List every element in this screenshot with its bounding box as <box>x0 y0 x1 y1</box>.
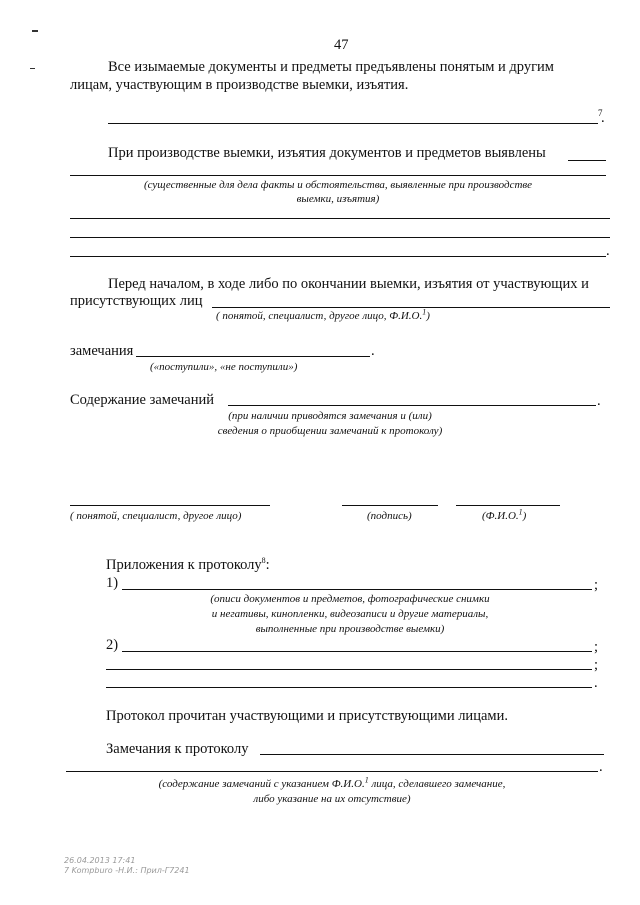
print-stamp-path: 7 Kompburo -Н.И.: Прил-Г7241 <box>64 866 190 875</box>
signature-role-line[interactable] <box>70 505 270 506</box>
scan-mark <box>30 68 35 69</box>
fill-line[interactable] <box>568 160 606 161</box>
fill-line[interactable] <box>122 651 592 652</box>
note-attachments-line1: (описи документов и предметов, фотографические снимки <box>210 593 490 605</box>
para3-line1: Перед началом, в ходе либо по окончании выемки, изъятия от участвующих и <box>108 276 589 292</box>
semicolon: ; <box>594 639 599 655</box>
period: . <box>597 393 601 409</box>
fill-line[interactable] <box>136 356 370 357</box>
footnote-ref: 7 <box>598 108 603 118</box>
print-stamp-date: 26.04.2013 17:41 <box>64 856 136 865</box>
fill-line[interactable] <box>66 771 598 772</box>
fill-line[interactable] <box>212 307 610 308</box>
note-attachments-line2: и негативы, кинопленки, видеозаписи и другие материалы, <box>211 608 489 620</box>
period: . <box>601 110 605 126</box>
note-attachments-line3: выполненные при производстве выемки) <box>255 623 445 635</box>
para3-line2: присутствующих лиц <box>70 293 203 309</box>
fill-line[interactable] <box>108 123 598 124</box>
period: . <box>594 675 598 691</box>
note-persons: ( понятой, специалист, другое лицо, Ф.И.О.$^1$) <box>216 307 430 322</box>
remarks-label: замечания <box>70 343 134 359</box>
note-protocol-remarks-line1: (содержание замечаний с указанием Ф.И.О.$^1$ лица, сделавшего замечание, <box>158 775 506 790</box>
attachment-item-1: 1) <box>106 575 119 591</box>
fill-line[interactable] <box>228 405 596 406</box>
content-label: Содержание замечаний <box>70 392 215 408</box>
sig-role-caption: ( понятой, специалист, другое лицо) <box>70 510 242 522</box>
fill-line[interactable] <box>106 687 592 688</box>
read-statement: Протокол прочитан участвующими и присутствующими лицами. <box>106 708 508 724</box>
fill-line[interactable] <box>70 218 610 219</box>
sig-sign-caption: (подпись) <box>367 510 412 522</box>
page-number: 47 <box>334 37 349 53</box>
note-received: («поступили», «не поступили») <box>150 361 298 373</box>
semicolon: ; <box>594 577 599 593</box>
signature-fio-line[interactable] <box>456 505 560 506</box>
note-content-line2: сведения о приобщении замечаний к протоколу) <box>217 425 443 437</box>
period: . <box>606 243 610 259</box>
note-content-line1: (при наличии приводятся замечания и (или) <box>228 410 432 422</box>
fill-line[interactable] <box>106 669 592 670</box>
sig-fio-caption: (Ф.И.О.$^1$) <box>482 507 527 522</box>
fill-line[interactable] <box>70 256 606 257</box>
para2: При производстве выемки, изъятия документов и предметов выявлены <box>108 145 546 161</box>
period: . <box>599 759 603 775</box>
fill-line[interactable] <box>260 754 604 755</box>
fill-line[interactable] <box>70 237 610 238</box>
semicolon: ; <box>594 657 599 673</box>
para1-line2: лицам, участвующим в производстве выемки, изъятия. <box>70 77 409 93</box>
note-facts-line2: выемки, изъятия) <box>296 193 380 205</box>
fill-line[interactable] <box>70 175 606 176</box>
note-facts-line1: (существенные для дела факты и обстоятельства, выявленные при производстве <box>143 179 533 191</box>
fill-line[interactable] <box>122 589 592 590</box>
protocol-remarks-label: Замечания к протоколу <box>106 741 249 757</box>
note-protocol-remarks-line2: либо указание на их отсутствие) <box>253 793 411 805</box>
attachment-item-2: 2) <box>106 637 119 653</box>
period: . <box>371 343 375 359</box>
para1-line1: Все изымаемые документы и предметы предъявлены понятым и другим <box>108 59 554 75</box>
scan-mark <box>32 30 38 32</box>
signature-line[interactable] <box>342 505 438 506</box>
attachments-label: Приложения к протоколу$^8$: <box>106 556 270 573</box>
